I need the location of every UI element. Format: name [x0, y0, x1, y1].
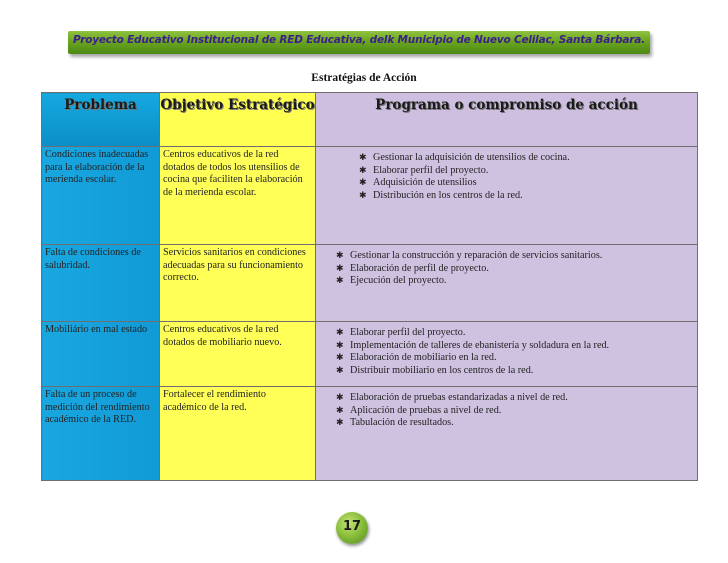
asterisk-bullet-icon: ✱ [336, 393, 344, 403]
action-list [359, 151, 694, 202]
table-header-row [42, 93, 698, 147]
actions-cell [316, 245, 698, 322]
table-row [42, 387, 698, 481]
action-list [336, 391, 694, 430]
action-item: ✱ Elaborar perfil del proyecto. [359, 164, 489, 176]
action-item: ✱ Gestionar la construcción y reparación de servicios sanitarios. [336, 250, 603, 261]
asterisk-bullet-icon: ✱ [336, 251, 344, 261]
strategy-table [41, 92, 698, 481]
action-item: ✱ Implementación de talleres de ebanistería y soldadura en la red. [336, 339, 610, 351]
action-item: ✱ Elaboración de perfil de proyecto. [336, 262, 489, 274]
asterisk-bullet-icon: ✱ [336, 276, 344, 287]
actions-cell [316, 147, 698, 245]
asterisk-bullet-icon: ✱ [336, 405, 344, 416]
asterisk-bullet-icon: ✱ [336, 365, 344, 376]
action-item: ✱ Tabulación de resultados. [336, 417, 454, 429]
action-list [336, 249, 694, 288]
asterisk-bullet-icon: ✱ [336, 340, 344, 351]
header-program: Programa o compromiso de acción [316, 93, 698, 147]
asterisk-bullet-icon: ✱ [359, 153, 367, 163]
table-row [42, 147, 698, 245]
problem-cell: Mobiliário en mal estado [42, 322, 160, 387]
header-objective: Objetivo Estratégico [160, 93, 316, 147]
action-item: ✱ Elaboración de pruebas estandarizadas a nivel de red. [336, 392, 568, 403]
action-item: ✱ Adquisición de utensilios [359, 177, 477, 189]
objective-cell: Centros educativos de la red dotados de todos los utensilios de cocina que faciliten la elaboración de la merienda escolar. [160, 147, 316, 245]
action-item: ✱ Gestionar la adquisición de utensilios de cocina. [359, 152, 570, 163]
asterisk-bullet-icon: ✱ [336, 353, 344, 364]
banner-title: Proyecto Educativo Institucional de RED Educativa, delk Municipio de Nuevo Celilac, Santa Bárbara. [73, 34, 645, 46]
action-item: ✱ Distribución en los centros de la red. [359, 189, 523, 201]
action-item: ✱ Distribuir mobiliario en los centros de la red. [336, 364, 534, 376]
action-item: ✱ Aplicación de pruebas a nivel de red. [336, 404, 502, 416]
asterisk-bullet-icon: ✱ [336, 328, 344, 338]
problem-cell: Condiciones inadecuadas para la elaboración de la merienda escolar. [42, 147, 160, 245]
objective-cell: Centros educativos de la red dotados de mobiliario nuevo. [160, 322, 316, 387]
actions-cell [316, 322, 698, 387]
table-row [42, 245, 698, 322]
asterisk-bullet-icon: ✱ [359, 178, 367, 189]
asterisk-bullet-icon: ✱ [359, 165, 367, 176]
header-problem: Problema [42, 93, 160, 147]
action-list [336, 326, 694, 377]
action-item: ✱ Elaboración de mobiliario en la red. [336, 352, 497, 364]
header-banner [68, 31, 650, 54]
action-item: ✱ Ejecución del proyecto. [336, 275, 447, 287]
objective-cell: Servicios sanitarios en condiciones adecuadas para su funcionamiento correcto. [160, 245, 316, 322]
table-row [42, 322, 698, 387]
page-number: 17 [342, 519, 362, 534]
asterisk-bullet-icon: ✱ [359, 190, 367, 201]
asterisk-bullet-icon: ✱ [336, 263, 344, 274]
asterisk-bullet-icon: ✱ [336, 418, 344, 429]
page-number-badge [336, 512, 368, 544]
problem-cell: Falta de condiciones de salubridad. [42, 245, 160, 322]
problem-cell: Falta de un proceso de medición del rendimiento académico de la RED. [42, 387, 160, 481]
action-item: ✱ Elaborar perfil del proyecto. [336, 327, 466, 338]
objective-cell: Fortalecer el rendimiento académico de la red. [160, 387, 316, 481]
actions-cell [316, 387, 698, 481]
section-title: Estratégias de Acción [311, 72, 417, 84]
